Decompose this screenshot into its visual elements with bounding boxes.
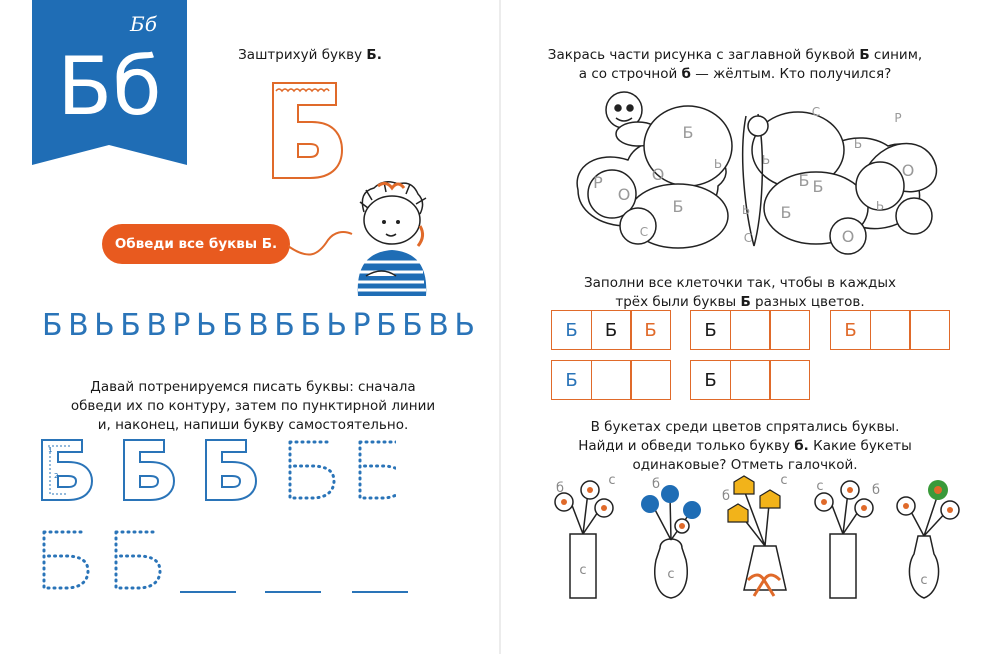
bouquet-instruction-part3: Какие букеты одинаковые? Отметь галочкой. xyxy=(632,438,912,473)
svg-text:с: с xyxy=(780,473,788,488)
svg-text:О: О xyxy=(617,185,631,204)
grid-cell[interactable] xyxy=(909,310,950,350)
practice-letter-dotted-4[interactable] xyxy=(116,532,160,588)
svg-text:С: С xyxy=(639,225,649,239)
shade-instruction xyxy=(225,46,395,65)
svg-text:б: б xyxy=(651,477,661,492)
letter-banner xyxy=(32,0,187,165)
svg-text:Ь: Ь xyxy=(761,153,771,167)
grid-instruction xyxy=(560,274,920,312)
practice-letter-dotted-2[interactable] xyxy=(360,442,396,498)
svg-text:Ь: Ь xyxy=(741,203,751,217)
practice-letter-dotted-3[interactable] xyxy=(44,532,88,588)
shade-letter-outline[interactable] xyxy=(266,80,346,180)
svg-text:Р: Р xyxy=(593,173,603,192)
grid-cell[interactable] xyxy=(769,360,810,400)
practice-letter-guided[interactable] xyxy=(42,440,92,500)
grid-cell[interactable]: Б xyxy=(630,310,671,350)
svg-text:Ь: Ь xyxy=(875,199,885,213)
grid-instruction-part3: разных цветов. xyxy=(755,294,865,310)
practice-row-upper xyxy=(36,438,396,504)
bouquet-3[interactable] xyxy=(728,476,786,596)
practice-letter-dotted-1[interactable] xyxy=(290,442,334,498)
write-line-1[interactable] xyxy=(180,591,236,593)
svg-text:Б: Б xyxy=(682,123,694,142)
bouquet-1[interactable] xyxy=(555,481,613,598)
grid-group-2 xyxy=(690,310,810,350)
color-letter-upper: Б xyxy=(859,47,870,63)
grid-instruction-part2: трёх были буквы xyxy=(615,294,737,310)
svg-text:с: с xyxy=(579,563,587,578)
practice-letter-outline-1[interactable] xyxy=(124,440,174,500)
grid-group-4 xyxy=(551,360,671,400)
svg-text:Р: Р xyxy=(894,111,902,125)
svg-text:с: с xyxy=(816,479,824,494)
page-spine xyxy=(499,0,501,654)
svg-text:б: б xyxy=(871,483,881,498)
grid-cell[interactable] xyxy=(630,360,671,400)
color-instruction-part4: — жёлтым. Кто получился? xyxy=(695,66,892,82)
grid-cell[interactable] xyxy=(591,360,632,400)
svg-text:Б: Б xyxy=(812,177,824,196)
svg-text:Б: Б xyxy=(780,203,792,222)
trace-all-pill xyxy=(102,224,290,264)
bouquet-instruction-letter: б. xyxy=(794,438,809,454)
write-line-2[interactable] xyxy=(265,591,321,593)
grid-cell[interactable] xyxy=(730,310,771,350)
shade-instruction-text: Заштрихуй букву xyxy=(238,47,363,63)
color-instruction-part3: а со строчной xyxy=(578,66,678,82)
svg-text:2: 2 xyxy=(54,472,59,480)
svg-text:С: С xyxy=(743,231,753,245)
bouquet-instruction-part2: Найди и обведи только букву xyxy=(578,438,790,454)
svg-text:с: с xyxy=(667,567,675,582)
practice-instruction: Давай потренируемся писать буквы: сначала обведи их по контуру, затем по пунктирной линии и, наконец, напиши букву самостоятельно. xyxy=(70,379,436,433)
practice-row-lower xyxy=(36,528,176,594)
bouquet-instruction-part1: В букетах среди цветов спрятались буквы. xyxy=(590,419,900,435)
banner-letter: Бб xyxy=(57,40,162,133)
grid-instruction-part1: Заполни все клеточки так, чтобы в каждых xyxy=(584,275,896,291)
grid-group-5 xyxy=(690,360,810,400)
svg-text:О: О xyxy=(841,227,855,246)
grid-cell[interactable] xyxy=(769,310,810,350)
practice-letter-outline-2[interactable] xyxy=(206,440,256,500)
grid-cell[interactable] xyxy=(870,310,911,350)
shade-instruction-letter: Б. xyxy=(366,47,382,63)
banner-script-letters: Бб xyxy=(130,12,157,36)
svg-text:Ь: Ь xyxy=(713,157,723,171)
svg-text:О: О xyxy=(651,165,665,184)
letter-sequence: БВЬБВРЬБВББЬРББВЬ xyxy=(42,308,481,343)
color-letter-lower: б xyxy=(681,66,691,82)
svg-text:Б: Б xyxy=(798,171,810,190)
coloring-picture[interactable] xyxy=(568,86,948,262)
svg-text:с: с xyxy=(920,573,928,588)
color-instruction-part1: Закрась части рисунка с заглавной буквой xyxy=(547,47,856,63)
svg-text:б: б xyxy=(721,489,731,504)
grid-group-3 xyxy=(830,310,950,350)
pill-letter: Б. xyxy=(261,236,278,252)
bouquet-instruction xyxy=(560,418,930,475)
grid-group-1 xyxy=(551,310,671,350)
pill-connector-line xyxy=(288,226,353,266)
svg-text:с: с xyxy=(608,473,616,488)
color-instruction xyxy=(540,46,930,84)
grid-cell[interactable]: Б xyxy=(551,310,592,350)
svg-text:б: б xyxy=(555,481,565,496)
bouquet-4[interactable] xyxy=(815,481,873,598)
girl-illustration xyxy=(346,180,441,298)
color-instruction-part2: синим, xyxy=(873,47,923,63)
svg-text:Ь: Ь xyxy=(853,137,863,151)
svg-text:Б: Б xyxy=(672,197,684,216)
svg-text:1: 1 xyxy=(48,446,53,454)
grid-cell[interactable]: Б xyxy=(591,310,632,350)
bouquet-5[interactable] xyxy=(897,480,959,598)
bouquets-illustration xyxy=(540,470,960,620)
svg-text:С: С xyxy=(811,105,821,119)
svg-text:О: О xyxy=(901,161,915,180)
grid-cell[interactable]: Б xyxy=(830,310,871,350)
outline-letter-text: Б xyxy=(266,80,267,81)
grid-cell[interactable] xyxy=(730,360,771,400)
grid-cell[interactable]: Б xyxy=(690,310,731,350)
grid-cell[interactable]: Б xyxy=(690,360,731,400)
grid-instruction-letter: Б xyxy=(740,294,751,310)
pill-text: Обведи все буквы xyxy=(114,236,258,252)
write-line-3[interactable] xyxy=(352,591,408,593)
grid-cell[interactable]: Б xyxy=(551,360,592,400)
